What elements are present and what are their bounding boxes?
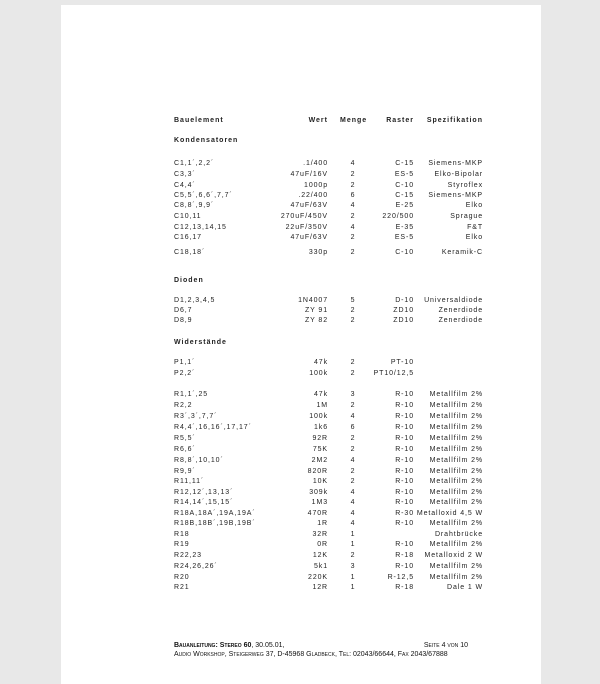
header-bauelement: Bauelement [174, 117, 224, 124]
cell-raster: R-10 [395, 499, 414, 506]
cell-menge: 2 [350, 478, 356, 485]
cell-spezifikation: F&T [467, 224, 483, 231]
cell-bauelement: C16,17 [174, 234, 202, 241]
cell-menge: 2 [350, 213, 356, 220]
cell-spezifikation: Dale 1 W [447, 584, 483, 591]
cell-spezifikation: Metallfilm 2% [429, 541, 483, 548]
table-row [61, 467, 541, 477]
cell-raster: D-10 [395, 297, 414, 304]
table-row [61, 423, 541, 433]
table-row [61, 551, 541, 561]
cell-spezifikation: Zenerdiode [438, 307, 483, 314]
cell-spezifikation: Siemens-MKP [428, 160, 483, 167]
cell-menge: 4 [350, 202, 356, 209]
table-row [61, 412, 541, 422]
cell-raster: R-10 [395, 457, 414, 464]
cell-bauelement: D1,2,3,4,5 [174, 297, 216, 304]
cell-raster: R-10 [395, 435, 414, 442]
cell-raster: R-10 [395, 446, 414, 453]
table-row [61, 401, 541, 411]
cell-bauelement: R12,12´,13,13´ [174, 489, 234, 496]
cell-wert: 220K [308, 574, 328, 581]
cell-raster: C-15 [395, 160, 414, 167]
cell-bauelement: R8,8´,10,10´ [174, 457, 224, 464]
cell-menge: 4 [350, 457, 356, 464]
table-row [61, 316, 541, 326]
cell-bauelement: R18B,18B´,19B,19B´ [174, 520, 256, 527]
table-row [61, 583, 541, 593]
table-row [61, 248, 541, 258]
table-row [61, 434, 541, 444]
cell-bauelement: C12,13,14,15 [174, 224, 227, 231]
cell-bauelement: R1,1´,25 [174, 391, 209, 398]
cell-wert: 47uF/16V [290, 171, 328, 178]
table-row [61, 488, 541, 498]
cell-wert: 0R [317, 541, 328, 548]
cell-bauelement: D6,7 [174, 307, 193, 314]
cell-bauelement: R24,26,26´ [174, 563, 218, 570]
cell-menge: 2 [350, 317, 356, 324]
cell-raster: ES-5 [394, 171, 414, 178]
header-wert: Wert [308, 117, 328, 124]
cell-spezifikation: Metallfilm 2% [429, 563, 483, 570]
cell-spezifikation: Metallfilm 2% [429, 413, 483, 420]
cell-wert: 47uF/63V [290, 234, 328, 241]
header-menge: Menge [340, 117, 368, 124]
cell-bauelement: D8,9 [174, 317, 193, 324]
table-header [61, 116, 541, 126]
cell-menge: 3 [350, 563, 356, 570]
footer-label: Bauanleitung: [174, 642, 218, 649]
cell-raster: ES-5 [394, 234, 414, 241]
header-raster: Raster [386, 117, 414, 124]
cell-menge: 5 [350, 297, 356, 304]
cell-menge: 2 [350, 402, 356, 409]
cell-bauelement: R22,23 [174, 552, 202, 559]
cell-menge: 3 [350, 391, 356, 398]
cell-wert: 22uF/350V [285, 224, 328, 231]
cell-spezifikation: Elko-Bipolar [434, 171, 483, 178]
table-row [61, 181, 541, 191]
cell-menge: 2 [350, 552, 356, 559]
footer-page-number: Seite 4 von 10 [423, 642, 468, 649]
cell-menge: 1 [350, 574, 356, 581]
cell-raster: PT-10 [390, 359, 414, 366]
cell-bauelement: R3´,3´,7,7´ [174, 413, 218, 420]
cell-raster: C-15 [395, 192, 414, 199]
table-row [61, 456, 541, 466]
cell-spezifikation: Elko [465, 202, 483, 209]
cell-menge: 2 [350, 359, 356, 366]
cell-raster: R-18 [395, 552, 414, 559]
cell-raster: R-10 [395, 541, 414, 548]
table-row [61, 191, 541, 201]
section-title-text: Kondensatoren [174, 137, 239, 144]
cell-bauelement: C10,11 [174, 213, 202, 220]
cell-wert: 47k [314, 359, 328, 366]
table-row [61, 233, 541, 243]
cell-menge: 1 [350, 584, 356, 591]
cell-bauelement: P2,2´ [174, 370, 196, 377]
cell-wert: 47uF/63V [290, 202, 328, 209]
cell-menge: 6 [350, 192, 356, 199]
cell-menge: 4 [350, 224, 356, 231]
cell-spezifikation: Metalloxid 4,5 W [416, 510, 483, 517]
cell-spezifikation: Siemens-MKP [428, 192, 483, 199]
cell-bauelement: P1,1´ [174, 359, 196, 366]
cell-spezifikation: Styroflex [447, 182, 483, 189]
table-row [61, 445, 541, 455]
cell-wert: 330p [308, 249, 328, 256]
cell-spezifikation: Metallfilm 2% [429, 457, 483, 464]
cell-wert: 92R [312, 435, 328, 442]
cell-raster: R-10 [395, 391, 414, 398]
cell-wert: 47k [314, 391, 328, 398]
cell-menge: 2 [350, 468, 356, 475]
cell-spezifikation: Zenerdiode [438, 317, 483, 324]
cell-spezifikation: Metalloxid 2 W [424, 552, 483, 559]
section-title-text: Dioden [174, 277, 204, 284]
cell-wert: ZY 91 [304, 307, 328, 314]
table-row [61, 369, 541, 379]
cell-bauelement: R20 [174, 574, 190, 581]
cell-bauelement: R5,5´ [174, 435, 196, 442]
cell-spezifikation: Metallfilm 2% [429, 424, 483, 431]
cell-wert: 820R [307, 468, 328, 475]
cell-raster: E-35 [395, 224, 414, 231]
cell-spezifikation: Sprague [450, 213, 483, 220]
cell-spezifikation: Universaldiode [424, 297, 483, 304]
cell-wert: 1M [316, 402, 328, 409]
cell-wert: 1k6 [314, 424, 328, 431]
cell-raster: R-10 [395, 468, 414, 475]
table-row [61, 519, 541, 529]
cell-raster: R-10 [395, 489, 414, 496]
cell-raster: R-10 [395, 424, 414, 431]
cell-menge: 2 [350, 435, 356, 442]
cell-spezifikation: Metallfilm 2% [429, 435, 483, 442]
cell-bauelement: R6,6´ [174, 446, 196, 453]
cell-spezifikation: Metallfilm 2% [429, 446, 483, 453]
cell-wert: 270uF/450V [280, 213, 328, 220]
cell-spezifikation: Metallfilm 2% [429, 391, 483, 398]
cell-menge: 1 [350, 531, 356, 538]
cell-wert: 1R [317, 520, 328, 527]
cell-menge: 4 [350, 499, 356, 506]
cell-menge: 4 [350, 489, 356, 496]
table-row [61, 509, 541, 519]
cell-wert: ZY 82 [304, 317, 328, 324]
cell-menge: 2 [350, 249, 356, 256]
table-row [61, 562, 541, 572]
cell-bauelement: R14,14´,15,15´ [174, 499, 234, 506]
cell-wert: 100k [309, 413, 328, 420]
cell-bauelement: R11,11´ [174, 478, 205, 485]
cell-bauelement: R18A,18A´,19A,19A´ [174, 510, 256, 517]
cell-wert: 12K [312, 552, 328, 559]
cell-menge: 2 [350, 307, 356, 314]
table-row [61, 159, 541, 169]
table-row [61, 573, 541, 583]
section-title [61, 276, 541, 286]
cell-raster: PT10/12,5 [373, 370, 414, 377]
cell-raster: R-10 [395, 402, 414, 409]
cell-menge: 4 [350, 520, 356, 527]
cell-wert: 2M2 [311, 457, 328, 464]
cell-wert: 309k [309, 489, 328, 496]
cell-menge: 2 [350, 234, 356, 241]
cell-spezifikation: Metallfilm 2% [429, 520, 483, 527]
cell-wert: .22/400 [298, 192, 328, 199]
cell-wert: 5k1 [314, 563, 328, 570]
table-row [61, 358, 541, 368]
document-page [61, 5, 541, 684]
cell-wert: 1M3 [311, 499, 328, 506]
cell-wert: .1/400 [303, 160, 328, 167]
cell-wert: 12R [312, 584, 328, 591]
table-row [61, 477, 541, 487]
footer-project: Stereo 60 [219, 642, 252, 649]
cell-menge: 1 [350, 541, 356, 548]
cell-bauelement: R21 [174, 584, 190, 591]
cell-spezifikation: Elko [465, 234, 483, 241]
cell-raster: R-10 [395, 563, 414, 570]
cell-wert: 1N4007 [298, 297, 328, 304]
table-row [61, 201, 541, 211]
cell-spezifikation: Metallfilm 2% [429, 489, 483, 496]
cell-bauelement: R2,2 [174, 402, 193, 409]
cell-raster: R-18 [395, 584, 414, 591]
cell-bauelement: C3,3´ [174, 171, 196, 178]
cell-wert: 32R [312, 531, 328, 538]
header-spezifikation: Spezifikation [426, 117, 483, 124]
cell-spezifikation: Metallfilm 2% [429, 402, 483, 409]
cell-bauelement: C8,8´,9,9´ [174, 202, 215, 209]
cell-spezifikation: Keramik-C [441, 249, 483, 256]
table-row [61, 223, 541, 233]
table-row [61, 170, 541, 180]
cell-raster: R-10 [395, 478, 414, 485]
cell-wert: 10K [312, 478, 328, 485]
cell-bauelement: R9,9´ [174, 468, 196, 475]
cell-bauelement: C18,18´ [174, 249, 206, 256]
cell-bauelement: C5,5´,6,6´,7,7´ [174, 192, 233, 199]
cell-spezifikation: Metallfilm 2% [429, 468, 483, 475]
cell-bauelement: C4,4´ [174, 182, 196, 189]
cell-bauelement: C1,1´,2,2´ [174, 160, 215, 167]
cell-raster: R-10 [395, 413, 414, 420]
footer-date: , 30.05.01, [251, 642, 285, 649]
section-title [61, 136, 541, 146]
cell-bauelement: R19 [174, 541, 190, 548]
cell-menge: 2 [350, 182, 356, 189]
cell-wert: 470R [307, 510, 328, 517]
table-row [61, 540, 541, 550]
cell-menge: 2 [350, 370, 356, 377]
cell-bauelement: R4,4´,16,16´,17,17´ [174, 424, 252, 431]
table-row [61, 306, 541, 316]
section-title [61, 338, 541, 348]
cell-raster: R-10 [395, 520, 414, 527]
cell-wert: 75K [312, 446, 328, 453]
cell-raster: 220/500 [382, 213, 414, 220]
table-row [61, 390, 541, 400]
cell-bauelement: R18 [174, 531, 190, 538]
cell-menge: 4 [350, 160, 356, 167]
cell-menge: 2 [350, 171, 356, 178]
cell-raster: ZD10 [393, 317, 414, 324]
cell-menge: 2 [350, 446, 356, 453]
cell-spezifikation: Drahtbrücke [434, 531, 483, 538]
table-row [61, 530, 541, 540]
cell-spezifikation: Metallfilm 2% [429, 478, 483, 485]
cell-wert: 100k [309, 370, 328, 377]
cell-menge: 4 [350, 413, 356, 420]
cell-raster: C-10 [395, 249, 414, 256]
cell-raster: R-30 [395, 510, 414, 517]
cell-menge: 4 [350, 510, 356, 517]
cell-raster: C-10 [395, 182, 414, 189]
cell-spezifikation: Metallfilm 2% [429, 574, 483, 581]
table-row [61, 212, 541, 222]
table-row [61, 296, 541, 306]
cell-wert: 1000p [304, 182, 328, 189]
section-title-text: Widerstände [174, 339, 227, 346]
cell-raster: E-25 [395, 202, 414, 209]
table-row [61, 498, 541, 508]
cell-raster: ZD10 [393, 307, 414, 314]
cell-menge: 6 [350, 424, 356, 431]
footer-address: Audio Workshop, Steigerweg 37, D-45968 Gladbeck, Tel: 02043/66644, Fax 2043/67888 [174, 651, 448, 658]
cell-spezifikation: Metallfilm 2% [429, 499, 483, 506]
cell-raster: R-12,5 [387, 574, 414, 581]
